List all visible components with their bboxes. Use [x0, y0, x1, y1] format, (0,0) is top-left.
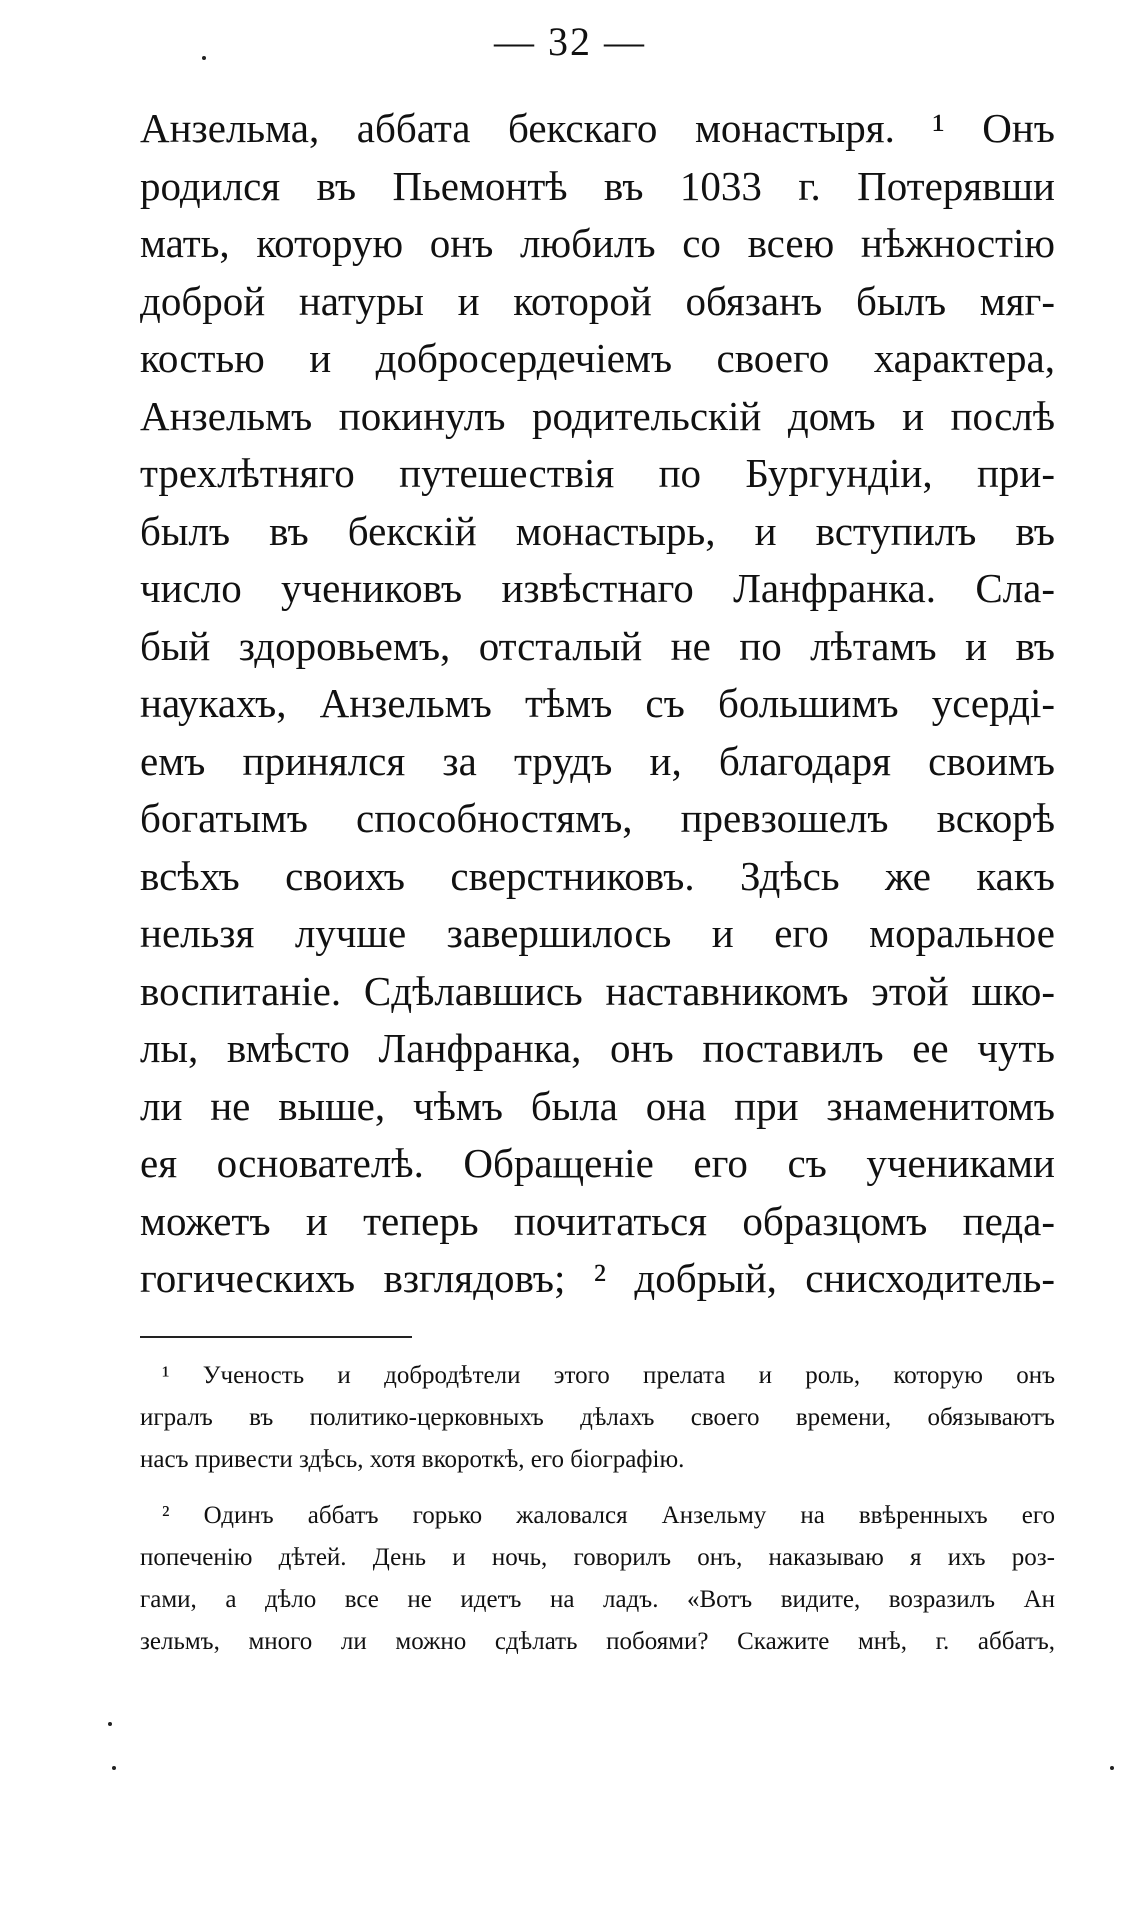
footnotes [140, 1355, 1055, 1663]
print-speck [108, 1722, 112, 1726]
text-line: наукахъ, Анзельмъ тѣмъ съ большимъ усерді- [140, 680, 1055, 726]
footnote-gap [140, 1481, 1055, 1495]
footnote-line: гами, а дѣло все не идетъ на ладъ. «Вотъ видите, возразилъ Ан [140, 1586, 1055, 1613]
footnote-line: зельмъ, много ли можно сдѣлать побоями? Скажите мнѣ, г. аббатъ, [140, 1628, 1055, 1655]
text-line: лы, вмѣсто Ланфранка, онъ поставилъ ее чуть [140, 1025, 1055, 1071]
text-line: родился въ Пьемонтѣ въ 1033 г. Потерявши [140, 162, 1055, 209]
footnote-2 [140, 1495, 1055, 1663]
text-line: богатымъ способностямъ, превзошелъ вскорѣ [140, 795, 1055, 841]
text-line: мать, которую онъ любилъ со всею нѣжностію [140, 220, 1055, 266]
page-number: — 32 — [494, 19, 646, 64]
text-line: емъ принялся за трудъ и, благодаря своимъ [140, 737, 1055, 784]
print-speck [202, 56, 206, 60]
print-speck [1110, 1766, 1114, 1770]
text-line: воспитаніе. Сдѣлавшись наставникомъ этой шко- [140, 967, 1055, 1014]
text-line: трехлѣтняго путешествія по Бургундіи, при- [140, 450, 1055, 496]
main-text [140, 100, 1055, 1308]
footnote-line: ¹ Ученость и добродѣтели этого прелата и роль, которую онъ [162, 1362, 1055, 1389]
footnote-line: насъ привести здѣсь, хотя вкороткѣ, его біографію. [140, 1446, 685, 1473]
text-line: былъ въ бекскій монастырь, и вступилъ въ [140, 507, 1055, 554]
text-line: можетъ и теперь почитаться образцомъ педа- [140, 1197, 1055, 1244]
text-line: Анзельма, аббата бекскаго монастыря. ¹ Онъ [140, 105, 1055, 151]
print-speck [112, 1766, 116, 1770]
text-line: доброй натуры и которой обязанъ былъ мяг- [140, 277, 1055, 324]
text-line: Анзельмъ покинулъ родительскій домъ и послѣ [140, 392, 1055, 439]
footnote-line: игралъ въ политико-церковныхъ дѣлахъ своего времени, обязываютъ [140, 1404, 1055, 1431]
text-line: бый здоровьемъ, отсталый не по лѣтамъ и въ [140, 622, 1055, 669]
footnote-line: ² Одинъ аббатъ горько жаловался Анзельму на ввѣренныхъ его [162, 1502, 1055, 1529]
text-line: нельзя лучше завершилось и его моральное [140, 910, 1055, 956]
text-line: всѣхъ своихъ сверстниковъ. Здѣсь же какъ [140, 852, 1055, 899]
footnote-separator [140, 1336, 412, 1338]
text-line: число учениковъ извѣстнаго Ланфранка. Сла- [140, 565, 1055, 611]
footnote-line: попеченію дѣтей. День и ночь, говорилъ онъ, наказываю я ихъ роз- [140, 1544, 1055, 1571]
text-line: ея основателѣ. Обращеніе его съ учениками [140, 1140, 1055, 1186]
text-line: костью и добросердечіемъ своего характера, [140, 335, 1055, 381]
footnote-1 [140, 1355, 1055, 1481]
text-line: гогическихъ взглядовъ; ² добрый, снисходитель- [140, 1255, 1055, 1301]
text-line: ли не выше, чѣмъ была она при знаменитомъ [140, 1082, 1055, 1129]
